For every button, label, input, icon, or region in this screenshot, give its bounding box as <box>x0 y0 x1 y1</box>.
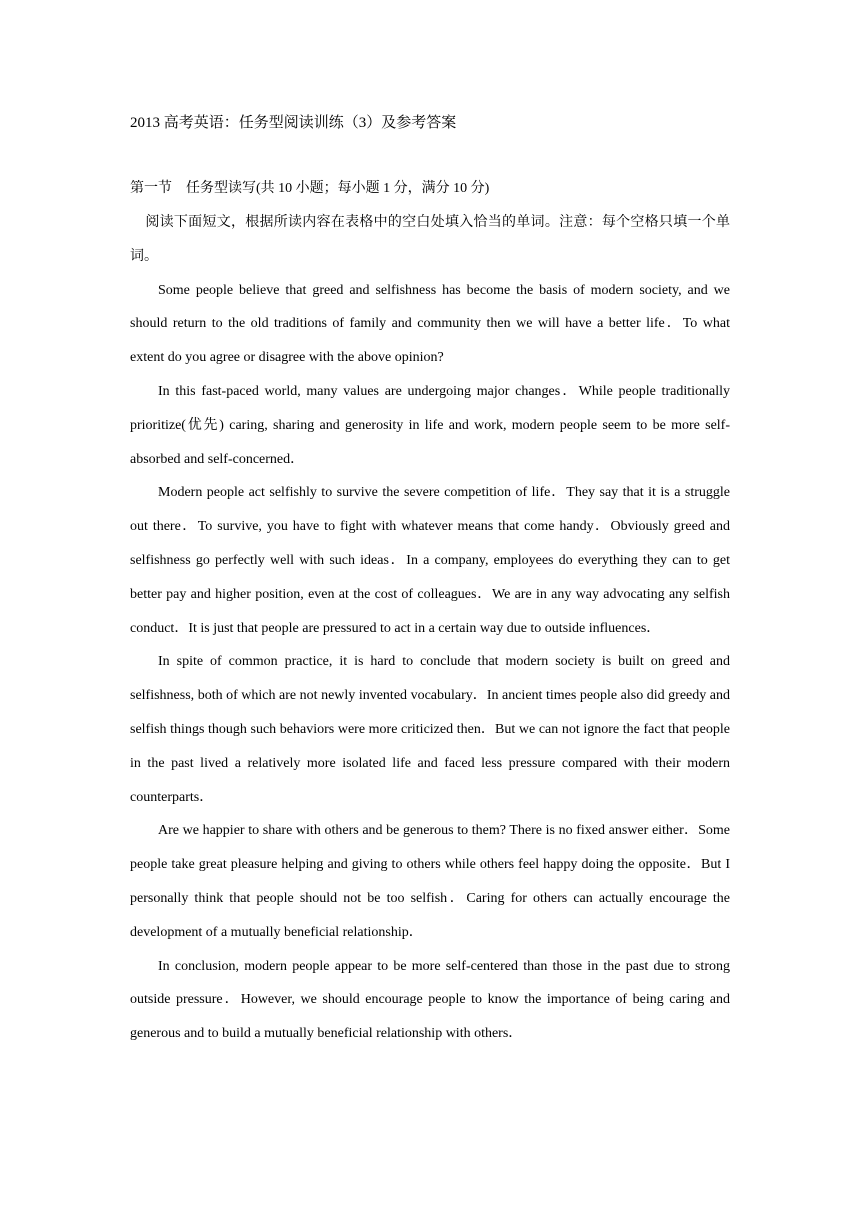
passage-paragraph-6: In conclusion, modern people appear to be more self-centered than those in the past due to strong outside pressure．However, we should encourage people to know the importance of being caring and generous and to build a mutually beneficial relationship with others． <box>130 958 730 1042</box>
passage-paragraph-4: In spite of common practice, it is hard to conclude that modern society is built on greed and selfishness, both of which are not newly invented vocabulary．In ancient times people also did greedy and selfish things though such behaviors were more criticized then．But we can not ignore the fact that people in the past lived a relatively more isolated life and faced less pressure compared with their modern counterparts． <box>130 654 730 805</box>
passage-paragraph-5: Are we happier to share with others and be generous to them? There is no fixed answer either．Some people take great pleasure helping and giving to others while others feel happy doing the opposite．But I personally think that people should not be too selfish．Caring for others can actually encourage the development of a mutually beneficial relationship． <box>130 823 730 940</box>
document-title: 2013 高考英语：任务型阅读训练（3）及参考答案 <box>130 115 457 131</box>
document-page <box>130 0 730 1216</box>
passage-paragraph-2: In this fast-paced world, many values are undergoing major changes．While people traditionally prioritize(优先) caring, sharing and generosity in life and work, modern people seem to be more self-absorbed and self-concerned． <box>130 383 730 467</box>
passage-paragraph-1: Some people believe that greed and selfishness has become the basis of modern society, and we should return to the old traditions of family and community then we will have a better life．To what extent do you agree or disagree with the above opinion? <box>130 282 730 366</box>
instruction-paragraph: 阅读下面短文，根据所读内容在表格中的空白处填入恰当的单词。注意：每个空格只填一个单词。 <box>130 215 730 264</box>
passage-paragraph-3: Modern people act selfishly to survive the severe competition of life．They say that it is a struggle out there．To survive, you have to fight with whatever means that come handy．Obviously greed and selfishness go perfectly well with such ideas．In a company, employees do everything they can to get better pay and higher position, even at the cost of colleagues．We are in any way advocating any selfish conduct．It is just that people are pressured to act in a certain way due to outside influences． <box>130 485 730 636</box>
section-heading: 第一节 任务型读写(共 10 小题；每小题 1 分，满分 10 分) <box>130 181 490 196</box>
document-body <box>130 206 730 1051</box>
